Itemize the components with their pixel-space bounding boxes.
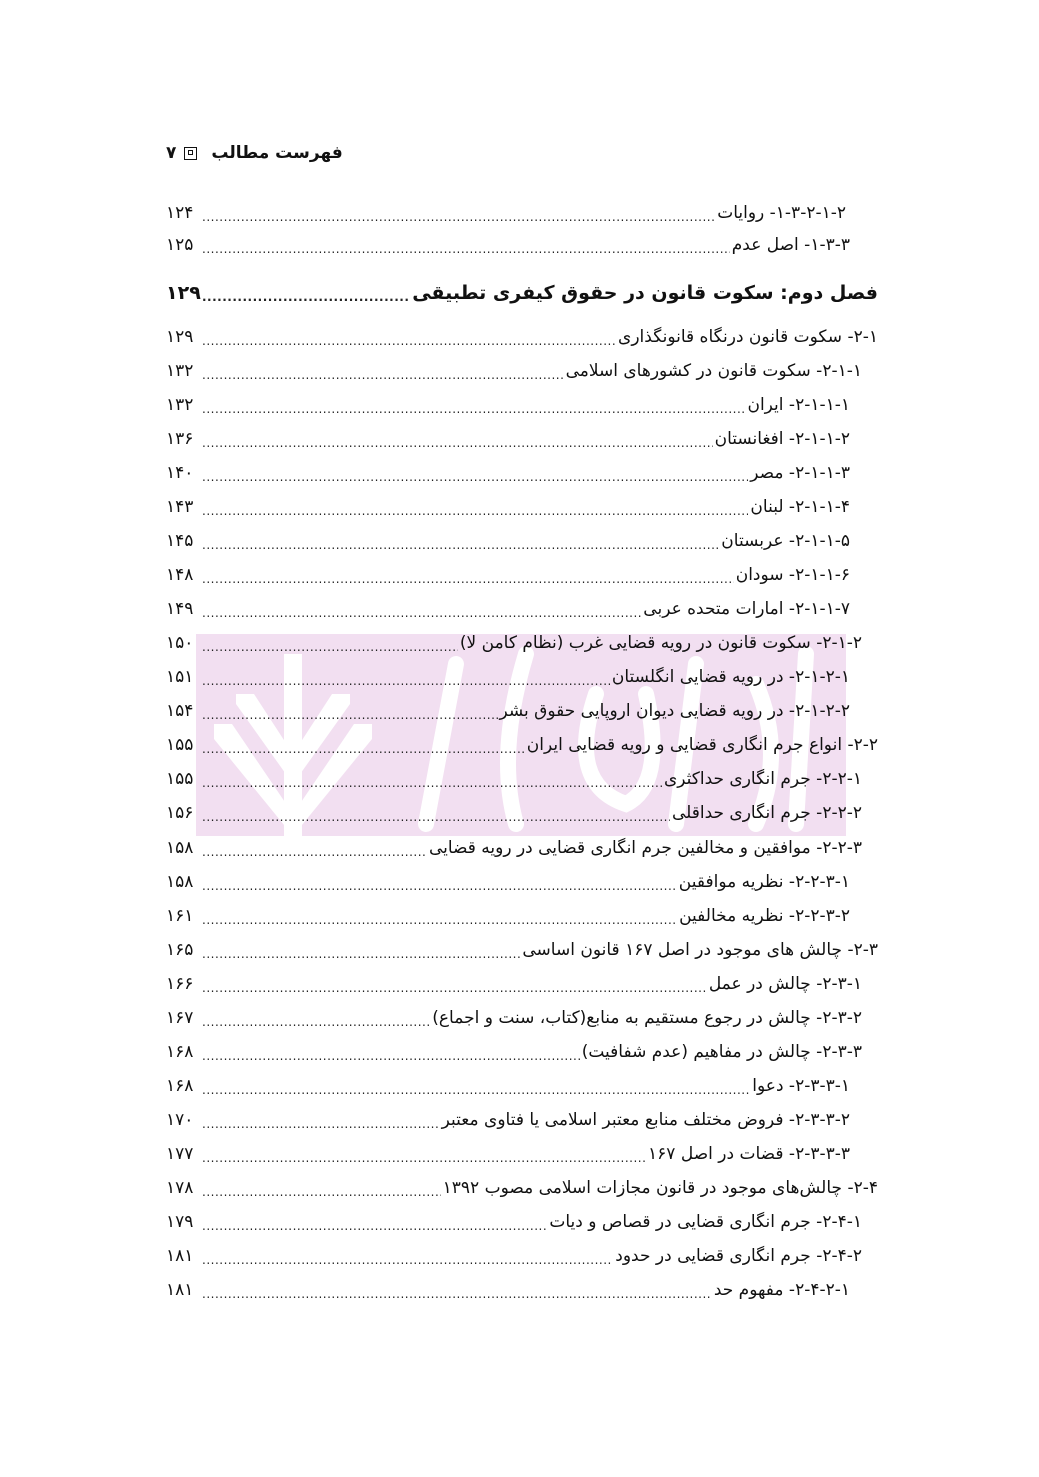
toc-entry-label: ۲-۱-۱-۷- امارات متحده عربی [643,599,850,619]
dot-leader [202,364,564,386]
toc-entry-label: ۲-۲-۳-۲- نظریه مخالفین [679,906,850,926]
toc-entry-page-number: ۱۷۷ [166,1144,194,1164]
toc-entry-page-number: ۱۲۹ [166,282,201,304]
dot-leader [202,330,616,352]
toc-entry-label: ۲-۱-۱-۳- مصر [750,463,850,483]
toc-entry[interactable] [166,969,878,999]
toc-entry-page-number: ۱۴۳ [166,497,194,517]
toc-entry[interactable] [166,356,878,386]
toc-entry-page-number: ۱۵۸ [166,838,194,858]
toc-entry-label: فصل دوم: سکوت قانون در حقوق کیفری تطبیقی [412,282,878,304]
toc-entry-page-number: ۱۶۱ [166,906,194,926]
toc-entry-label: ۲-۲-۱- جرم انگاری حداکثری [663,769,862,789]
page-number: ۷ [166,143,177,163]
toc-entry[interactable] [166,594,878,624]
toc-entry-page-number: ۱۷۹ [166,1212,194,1232]
toc-entry[interactable] [166,1037,878,1067]
toc-entry[interactable] [166,1207,878,1237]
toc-entry[interactable] [166,198,878,228]
toc-entry-label: ۲-۳-۳- چالش در مفاهیم (عدم شفافیت) [581,1042,862,1062]
toc-entry-page-number: ۱۴۰ [166,463,194,483]
toc-entry-label: ۲-۲-۳-۱- نظریه موافقین [678,872,850,892]
dot-leader [202,602,641,624]
toc-entry-page-number: ۱۳۲ [166,395,194,415]
toc-entry-label: ۲-۳-۳-۱- دعوا [752,1076,850,1096]
toc-entry-label: ۲-۱-۱-۶- سودان [735,565,850,585]
toc-entry-page-number: ۱۵۸ [166,872,194,892]
toc-entry-label: ۲-۲- انواع جرم انگاری قضایی و رویه قضایی ایران [526,735,878,755]
toc-entry-label: ۲-۲-۳- موافقین و مخالفین جرم انگاری قضایی در رویه قضایی [428,838,862,858]
toc-entry-page-number: ۱۴۵ [166,531,194,551]
dot-leader [202,977,707,999]
toc-entry-label: ۲-۴- چالش‌های موجود در قانون مجازات اسلامی مصوب ۱۳۹۲ [442,1178,878,1198]
toc-entry[interactable] [166,1241,878,1271]
toc-entry-label: ۲-۱-۲-۲- در رویه قضایی دیوان اروپایی حقوق بشر [499,701,850,721]
toc-entry-label: ۱-۳-۲-۱-۲- روایات [717,203,846,223]
dot-leader [202,1045,580,1067]
toc-entry-page-number: ۱۵۰ [166,633,194,653]
toc-entry-page-number: ۱۸۱ [166,1280,194,1300]
toc-entry-label: ۲-۱- سکوت قانون درنگاه قانونگذاری [618,327,878,347]
toc-entry[interactable] [166,935,878,965]
toc-entry[interactable] [166,492,878,522]
toc-entry[interactable] [166,833,878,863]
toc-entry-page-number: ۱۵۱ [166,667,194,687]
page-title: فهرست مطالب [211,143,343,163]
toc-entry[interactable] [166,730,878,760]
dot-leader [202,1113,440,1135]
toc-entry[interactable] [166,628,878,658]
framed-square-icon [184,147,197,160]
dot-leader [202,286,410,308]
dot-leader [202,1079,750,1101]
toc-entry-page-number: ۱۵۶ [166,803,194,823]
toc-entry-page-number: ۱۶۸ [166,1042,194,1062]
toc-entry-label: ۲-۴-۲- جرم انگاری قضایی در حدود [615,1246,862,1266]
toc-entry-label: ۲-۳-۱- چالش در عمل [708,974,862,994]
dot-leader [202,1011,430,1033]
toc-entry-label: ۱-۳-۳- اصل عدم [731,235,850,255]
toc-entry-label: ۲-۱-۱-۲- افغانستان [714,429,850,449]
toc-entry-page-number: ۱۶۶ [166,974,194,994]
toc-entry-page-number: ۱۲۵ [166,235,194,255]
toc-entry-page-number: ۱۲۹ [166,327,194,347]
dot-leader [202,841,427,863]
toc-entry-label: ۲-۳- چالش های موجود در اصل ۱۶۷ قانون اساسی [522,940,878,960]
dot-leader [202,738,525,760]
toc-entry[interactable] [166,560,878,590]
dot-leader [202,875,677,897]
toc-entry[interactable] [166,390,878,420]
dot-leader [202,432,713,454]
toc-entry-label: ۲-۲-۲- جرم انگاری حداقلی [671,803,862,823]
dot-leader [202,1147,646,1169]
toc-entry-page-number: ۱۳۶ [166,429,194,449]
toc-entry-page-number: ۱۴۹ [166,599,194,619]
dot-leader [202,1249,613,1271]
toc-entry-page-number: ۱۶۷ [166,1008,194,1028]
dot-leader [202,568,734,590]
dot-leader [202,398,745,420]
dot-leader [202,206,715,228]
toc-entry[interactable] [166,662,878,692]
toc-entry[interactable] [166,1139,878,1169]
dot-leader [202,670,610,692]
toc-entry-page-number: ۱۳۲ [166,361,194,381]
dot-leader [202,1283,712,1305]
dot-leader [202,1215,547,1237]
dot-leader [202,704,498,726]
toc-entry[interactable] [166,1275,878,1305]
page-header [166,140,343,166]
toc-entry[interactable] [166,696,878,726]
dot-leader [202,1181,441,1203]
toc-entry-label: ۲-۳-۳-۳- قضات در اصل ۱۶۷ [648,1144,850,1164]
toc-entry-label: ۲-۱-۲- سکوت قانون در رویه قضایی غرب (نظام کامن لا) [459,633,862,653]
toc-entry-label: ۲-۳-۳-۲- فروض مختلف منابع معتبر اسلامی یا فتاوی معتبر [441,1110,850,1130]
toc-entry[interactable] [166,1003,878,1033]
toc-entry-page-number: ۱۲۴ [166,203,194,223]
toc-entry[interactable] [166,424,878,454]
toc-entry-label: ۲-۱-۲-۱- در رویه قضایی انگلستان [611,667,850,687]
toc-entry-page-number: ۱۸۱ [166,1246,194,1266]
dot-leader [202,636,458,658]
dot-leader [202,943,520,965]
toc-entry-page-number: ۱۶۵ [166,940,194,960]
toc-entry[interactable] [166,798,878,828]
toc-entry-label: ۲-۴-۲-۱- مفهوم حد [713,1280,850,1300]
toc-entry-page-number: ۱۷۸ [166,1178,194,1198]
toc-entry[interactable] [166,1071,878,1101]
toc-entry-page-number: ۱۷۰ [166,1110,194,1130]
toc-entry-label: ۲-۴-۱- جرم انگاری قضایی در قصاص و دیات [549,1212,862,1232]
toc-entry-page-number: ۱۶۸ [166,1076,194,1096]
dot-leader [202,806,670,828]
toc-entry[interactable] [166,901,878,931]
dot-leader [202,772,662,794]
toc-entry[interactable] [166,526,878,556]
toc-entry-label: ۲-۱-۱-۱- ایران [747,395,850,415]
toc-entry[interactable] [166,1105,878,1135]
toc-entry-label: ۲-۳-۲- چالش در رجوع مستقیم به منابع(کتاب، سنت و اجماع) [432,1008,862,1028]
dot-leader [202,500,748,522]
dot-leader [202,466,748,488]
toc-entry[interactable] [166,230,878,260]
dot-leader [202,238,730,260]
toc-entry-page-number: ۱۵۵ [166,735,194,755]
toc-entry-label: ۲-۱-۱-۵- عربستان [721,531,850,551]
toc-entry[interactable] [166,764,878,794]
toc-entry[interactable] [166,867,878,897]
toc-entry[interactable] [166,1173,878,1203]
toc-entry-label: ۲-۱-۱- سکوت قانون در کشورهای اسلامی [565,361,862,381]
toc-entry[interactable] [166,458,878,488]
toc-chapter-heading[interactable] [166,278,878,308]
toc-entry-label: ۲-۱-۱-۴- لبنان [750,497,850,517]
toc-entry[interactable] [166,322,878,352]
toc-entry-page-number: ۱۵۵ [166,769,194,789]
toc-entry-page-number: ۱۴۸ [166,565,194,585]
dot-leader [202,909,677,931]
toc-entry-page-number: ۱۵۴ [166,701,194,721]
dot-leader [202,534,719,556]
